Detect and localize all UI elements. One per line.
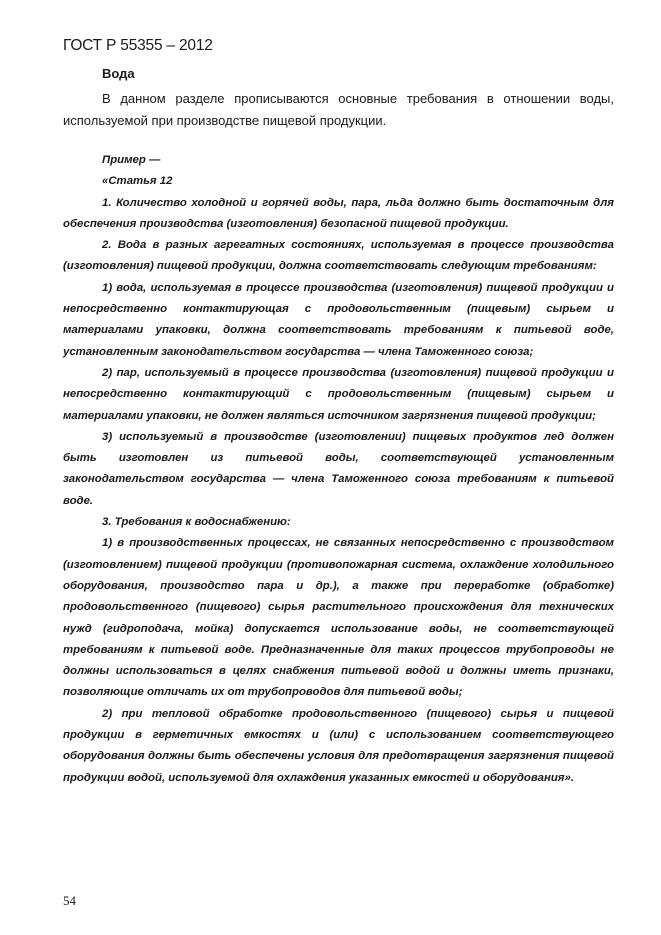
standard-header: ГОСТ Р 55355 – 2012 (63, 37, 213, 54)
page-content (63, 64, 614, 789)
page-number: 54 (63, 893, 76, 908)
example-label: Пример — (102, 154, 161, 166)
example-paragraph: 3) используемый в производстве (изготовлении) пищевых продуктов лед должен быть изготовлен из питьевой воды, соответствующей установленным законодательством государства — члена Таможенного союза требованиям к питьевой воде. (63, 430, 614, 507)
example-paragraph: 2) пар, используемый в процессе производства (изготовления) пищевой продукции и непосредственно контактирующий с продовольственным (пищевым) сырьем и материалами упаковки, не должен являться источником загрязнения пищевой продукции; (63, 366, 614, 422)
example-paragraph: 2) при тепловой обработке продовольственного (пищевого) сырья и пищевой продукции в герметичных емкостях и (или) с использованием соответствующего оборудования должны быть обеспечены условия для предотвращения загрязнения пищевой продукции водой, используемой для охлаждения указанных емкостей и оборудования». (63, 707, 614, 784)
section-intro: В данном разделе прописываются основные требования в отношении воды, используемой при производстве пищевой продукции. (63, 91, 614, 128)
section-title: Вода (102, 66, 135, 81)
example-paragraph: 1) в производственных процессах, не связанных непосредственно с производством (изготовлением) пищевой продукции (противопожарная система, охлаждение холодильного оборудования, производство пара и др.), а также при переработке (обработке) продовольственного (пищевого) сырья растительного происхождения для технических нужд (гидроподача, мойка) допускается использование воды, не соответствующей требованиям к питьевой воде. Предназначенные для таких процессов трубопроводы не должны использоваться в целях снабжения питьевой водой и должны иметь признаки, позволяющие отличать их от трубопроводов для питьевой воды; (63, 537, 614, 699)
example-paragraph: 2. Вода в разных агрегатных состояниях, используемая в процессе производства (изготовления) пищевой продукции, должна соответствовать следующим требованиям: (63, 239, 614, 273)
example-paragraph: 1) вода, используемая в процессе производства (изготовления) пищевой продукции и непосредственно контактирующая с продовольственным (пищевым) сырьем и материалами упаковки, должна соответствовать требованиям к питьевой воде, установленным законодательством государства — члена Таможенного союза; (63, 281, 614, 358)
article-title: «Статья 12 (102, 175, 173, 188)
example-paragraph: 1. Количество холодной и горячей воды, пара, льда должно быть достаточным для обеспечения производства (изготовления) безопасной пищевой продукции. (63, 196, 614, 230)
example-paragraph: 3. Требования к водоснабжению: (102, 516, 291, 529)
